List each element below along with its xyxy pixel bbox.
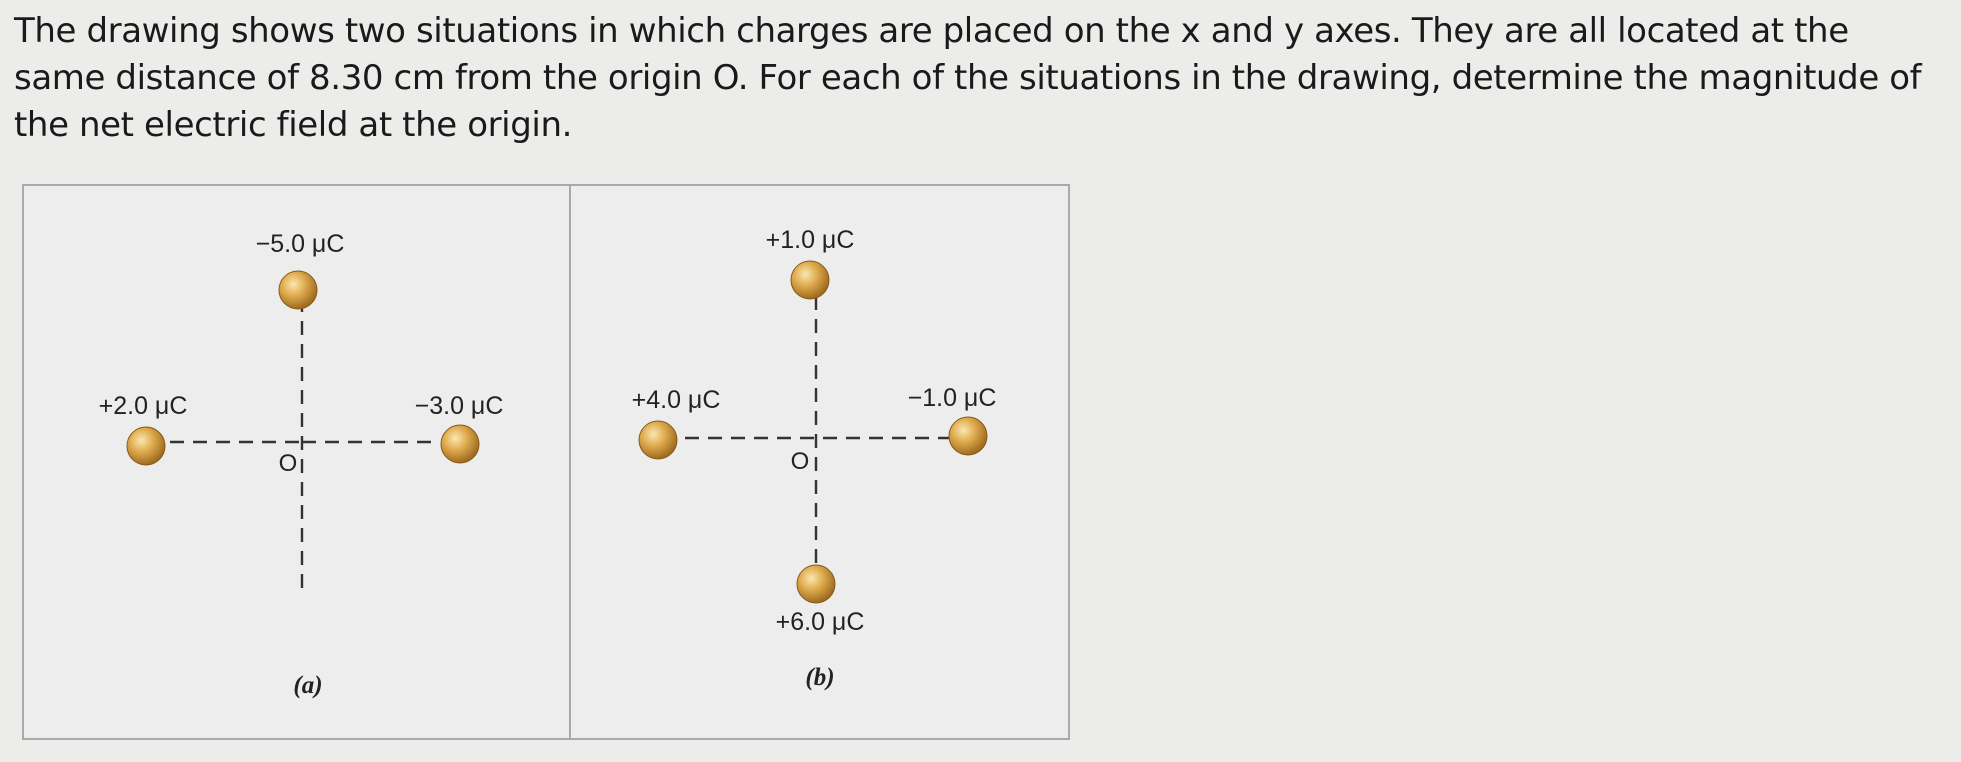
panel-b-origin-label: O — [790, 448, 810, 475]
panel-b-charge-bottom — [797, 565, 835, 603]
panel-a-caption: (a) — [293, 672, 323, 699]
question-text: The drawing shows two situations in which charges are placed on the x and y axes. They are all located at the same distance of 8.30 cm from the origin O. For each of the situations in the drawing, determine the magnitude of the net electric field at the origin. — [14, 11, 1922, 145]
charge-diagram-figure — [22, 184, 1070, 740]
panel-b-charge-bottom-label: +6.0 μC — [775, 608, 865, 636]
panel-a-charge-right-label: −3.0 μC — [414, 392, 504, 420]
panel-a-origin-label: O — [278, 450, 298, 477]
panel-b-charge-left — [639, 421, 677, 459]
panel-a-charge-top-label: −5.0 μC — [255, 230, 345, 258]
panel-a-axes — [170, 298, 436, 596]
panel-a-charge-left-label: +2.0 μC — [98, 392, 188, 420]
panel-b-charge-right-label: −1.0 μC — [907, 384, 997, 412]
panel-b-charge-top — [791, 261, 829, 299]
panel-b-axes — [662, 296, 968, 584]
panel-a-charge-top — [279, 271, 317, 309]
panel-b-charge-left-label: +4.0 μC — [631, 386, 721, 414]
panel-b-charge-top-label: +1.0 μC — [765, 226, 855, 254]
panel-b-charge-right — [949, 417, 987, 455]
panel-a-charge-right — [441, 425, 479, 463]
panel-a-charge-left — [127, 427, 165, 465]
charge-diagram-svg — [24, 186, 1072, 742]
panel-b-caption: (b) — [805, 664, 835, 691]
